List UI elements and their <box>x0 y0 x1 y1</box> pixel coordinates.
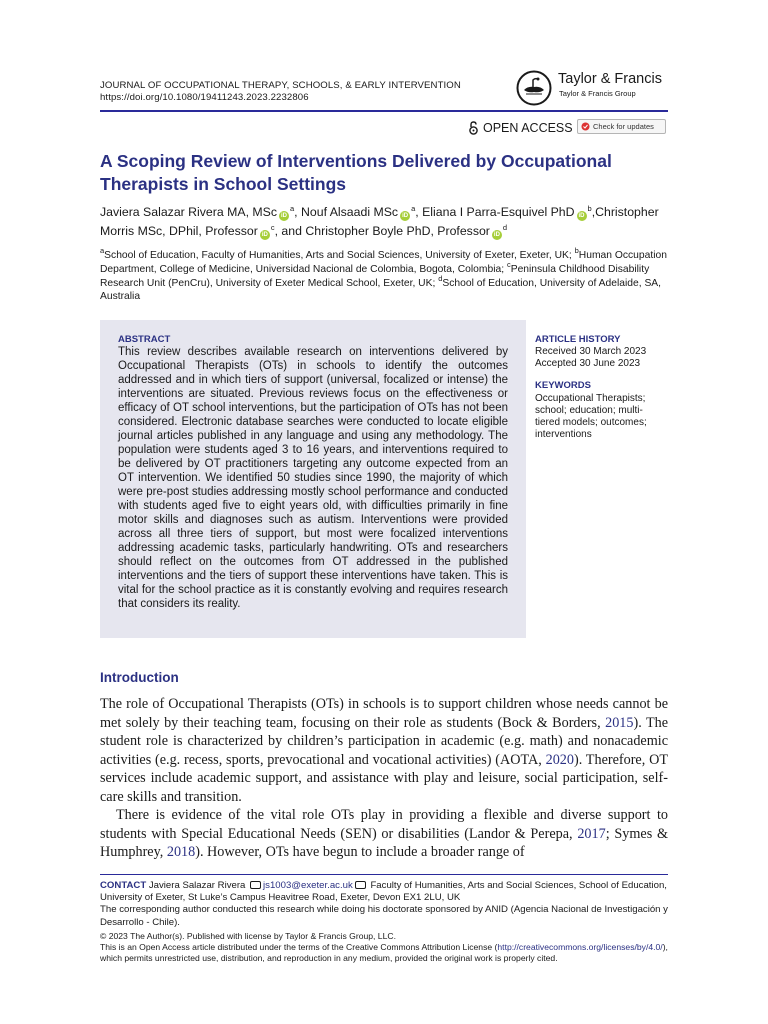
keywords-text: Occupational Therapists; school; education; multi-tiered models; outcomes; interventions <box>535 393 647 440</box>
affiliation-text: Human Occupation Department, College of Medicine, Universidad Nacional de Colombia, Bogota, Colombia; <box>100 250 667 275</box>
orcid-icon[interactable]: iD <box>578 213 585 219</box>
copyright: © 2023 The Author(s). Published with license by Taylor & Francis Group, LLC. <box>100 930 396 941</box>
citation-link[interactable]: 2020 <box>545 751 574 768</box>
affiliation-mark: b <box>587 204 592 213</box>
abstract-text: This review describes available research on interventions delivered by Occupational Therapists (OTs) in schools to identify the outcomes addressed and in which tiers of support (universal, focalized or intense) the interventions are situated. Previous reviews focus on the effectiveness or efficacy of OT school interventions, but the participation of OTs has not been considered. Electronic database searches were conducted to locate eligible journal articles published in any language and using any methodology. The population were students aged 3 to 16 years, and interventions required to be delivered by OT practitioners targeting any outcome expected from an OT intervention. We identified 50 studies since 1990, the majority of which were pre-post studies addressing mostly school performance and conducted with students aged five to eight years old, with difficulties primarily in fine motor skills and diagnoses such as autism. Interventions were provided across all three tiers of support, but most were focalized interventions addressing academic tasks, particularly handwriting. OTs and researchers should reflect on the outcomes from OT addressed in the published interventions and the tiers of support these interventions have taken. This is vital for the school practice as it is constantly evolving and requires research that considers its reality. <box>118 346 508 610</box>
affiliation-mark: a <box>411 204 416 213</box>
citation-link[interactable]: 2017 <box>577 825 606 842</box>
citation-link[interactable]: 2018 <box>166 844 196 860</box>
article-history <box>535 346 646 370</box>
license-text: This is an Open Access article distributed under the terms of the Creative Commons Attribution License (http://creativecommons.org/licenses/by/4.0/), which permits unrestricted use, distribution, and reproduction in any medium, provided the original work is properly cited. <box>100 941 668 963</box>
author-name: Javiera Salazar Rivera MA, MSc <box>100 205 277 219</box>
abstract-heading: ABSTRACT <box>118 334 171 345</box>
affiliation-mark: d <box>502 223 508 232</box>
keywords-heading: KEYWORDS <box>535 380 591 391</box>
affiliation-text: School of Education, University of Adelaide, SA, Australia <box>100 277 662 303</box>
orcid-icon[interactable]: iD <box>281 213 287 219</box>
author-name: Nouf Alsaadi MSc <box>301 205 399 219</box>
accepted-date: Accepted 30 June 2023 <box>535 358 641 369</box>
affiliation-mark: a <box>290 204 295 213</box>
publisher-group: Taylor & Francis Group <box>559 89 636 98</box>
email-icon <box>250 881 261 889</box>
doi-link[interactable]: https://doi.org/10.1080/19411243.2023.2232806 <box>100 92 309 103</box>
journal-name: JOURNAL OF OCCUPATIONAL THERAPY, SCHOOLS, & EARLY INTERVENTION <box>100 80 461 91</box>
footnote-divider <box>100 874 668 875</box>
affiliation-mark: d <box>438 273 443 283</box>
introduction-body <box>100 695 668 862</box>
taylor-francis-logo-icon <box>516 70 552 106</box>
journal-header <box>100 80 461 104</box>
funding-note: The corresponding author conducted this research while doing his doctorate sponsored by ANID (Agencia Nacional de Investigación y Desarrollo - Chile). <box>100 904 668 928</box>
affiliation-text: Peninsula Childhood Disability Research Unit (PenCru), University of Exeter Medical School, Exeter, UK; <box>100 263 650 289</box>
open-lock-icon <box>468 121 479 135</box>
author-name: Eliana I Parra-Esquivel PhD <box>422 205 575 219</box>
received-date: Received 30 March 2023 <box>535 346 647 357</box>
orcid-icon[interactable]: iD <box>402 213 409 219</box>
email-link[interactable]: js1003@exeter.ac.uk <box>263 880 353 891</box>
affiliation-text: School of Education, Faculty of Humanities, Arts and Social Sciences, University of Exeter, Exeter, UK; <box>104 250 575 261</box>
open-access-badge <box>468 121 573 135</box>
affiliation-mark: c <box>270 223 275 232</box>
introduction-heading: Introduction <box>100 670 179 685</box>
footnotes <box>100 880 670 964</box>
header-divider <box>100 110 668 112</box>
contact-label: CONTACT <box>100 880 147 891</box>
affiliation-mark: c <box>506 259 511 269</box>
affiliation-mark: a <box>100 246 105 255</box>
check-updates-icon <box>581 122 590 131</box>
author-name: Christopher Morris MSc, DPhil, Professor <box>100 205 659 238</box>
article-history-heading: ARTICLE HISTORY <box>535 334 621 345</box>
paragraph: There is evidence of the vital role OTs play in providing a flexible and diverse support to students with Special Educational Needs (SEN) or disabilities (Landor & Perepa, 2017; Symes & Humphrey, 2018). However, OTs have begun to include a broader range of <box>100 807 668 860</box>
citation-link[interactable]: 2015 <box>605 714 634 731</box>
check-updates-button[interactable] <box>577 119 666 134</box>
contact-line: CONTACT Javiera Salazar Rivera js1003@exeter.ac.uk Faculty of Humanities, Arts and Social Sciences, School of Education, University of Exeter, St Luke’s Campus Heavitree Road, Exeter, Devon EX1 2LU, UK <box>100 880 667 904</box>
orcid-icon[interactable]: iD <box>261 232 268 238</box>
address-icon <box>355 881 366 889</box>
license-link[interactable]: http://creativecommons.org/licenses/by/4.0/ <box>497 941 663 952</box>
paragraph: The role of Occupational Therapists (OTs) in schools is to support children whose needs cannot be met solely by their teaching team, focusing on their role as students (Bock & Borders, 2015). The student role is characterized by children’s participation in academic (e.g. math) and nonacademic activities (e.g. recess, sports, prevocational and vocational activities) (AOTA, 2020). Therefore, OT services include academic support, and assistance with play and leisure, social participation, self-care skills and transition. <box>100 696 669 805</box>
article-title: A Scoping Review of Interventions Delivered by Occupational Therapists in School Settings <box>100 151 612 194</box>
author-name: Christopher Boyle PhD, Professor <box>305 224 490 238</box>
publisher-name: Taylor & Francis <box>558 71 662 87</box>
author-list: Javiera Salazar Rivera MA, MSc $iD^a$, Nouf Alsaadi MSc $iD^a$, Eliana I Parra-Esquivel PhD $iD^b,Christopher$ Morris MSc, DPhil, Professor $iD^c$, and Christopher Boyle PhD, Professor $iD^d$ <box>100 204 659 238</box>
affiliations <box>100 246 672 304</box>
orcid-icon[interactable]: iD <box>493 232 500 238</box>
open-access-label: OPEN ACCESS <box>483 121 573 135</box>
affiliation-mark: b <box>574 246 579 255</box>
check-updates-label: Check for updates <box>593 122 654 131</box>
